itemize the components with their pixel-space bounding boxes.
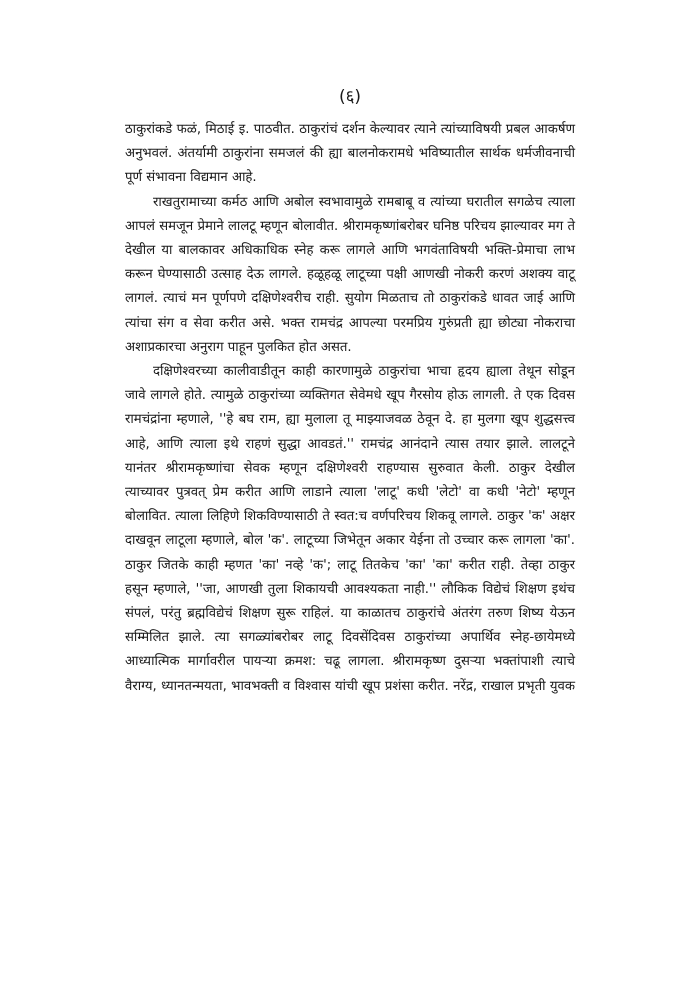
page-number: (६) <box>338 87 362 107</box>
paragraph-2: राखतुरामाच्या कर्मठ आणि अबोल स्वभावामुळे रामबाबू व त्यांच्या घरातील सगळेच त्याला आपलं समजून प्रेमाने लालटू म्हणून बोलावीत. श्रीरामकृष्णांबरोबर घनिष्ठ परिचय झाल्यावर मग ते देखील या बालकावर अधिकाधिक स्नेह करू लागले आणि भगवंताविषयी भक्ति-प्रेमाचा लाभ करून घेण्यासाठी उत्साह देऊ लागले. हळूहळू लाटूच्या पक्षी आणखी नोकरी करणं अशक्य वाटू लागलं. त्याचं मन पूर्णपणे दक्षिणेश्वरीच राही. सुयोग मिळताच तो ठाकुरांकडे धावत जाई आणि त्यांचा संग व सेवा करीत असे. भक्त रामचंद्र आपल्या परमप्रिय गुरुंप्रती ह्या छोट्या नोकराचा अशाप्रकारचा अनुराग पाहून पुलकित होत असत. <box>125 194 575 355</box>
paragraph-1: ठाकुरांकडे फळं, मिठाई इ. पाठवीत. ठाकुरांचं दर्शन केल्यावर त्याने त्यांच्याविषयी प्रबल आकर्षण अनुभवलं. अंतर्यामी ठाकुरांना समजलं की ह्या बालनोकरामधे भविष्यातील सार्थक धर्मजीवनाची पूर्ण संभावना विद्यमान आहे. <box>125 122 575 186</box>
body-text <box>125 118 575 699</box>
paragraph-3: दक्षिणेश्वरच्या कालीवाडीतून काही कारणामुळे ठाकुरांचा भाचा हृदय ह्याला तेथून सोडून जावे लागले होते. त्यामुळे ठाकुरांच्या व्यक्तिगत सेवेमधे खूप गैरसोय होऊ लागली. ते एक दिवस रामचंद्रांना म्हणाले, ''हे बघ राम, ह्या मुलाला तू माझ्याजवळ ठेवून दे. हा मुलगा खूप शुद्धसत्त्व आहे, आणि त्याला इथे राहणं सुद्धा आवडतं.'' रामचंद्र आनंदाने त्यास तयार झाले. लालटूने यानंतर श्रीरामकृष्णांचा सेवक म्हणून दक्षिणेश्वरी राहण्यास सुरुवात केली. ठाकुर देखील त्याच्यावर पुत्रवत् प्रेम करीत आणि लाडाने त्याला 'लाटू' कधी 'लेटो' वा कधी 'नेटो' म्हणून बोलावित. त्याला लिहिणे शिकविण्यासाठी ते स्वत:च वर्णपरिचय शिकवू लागले. ठाकुर 'क' अक्षर दाखवून लाटूला म्हणाले, बोल 'क'. लाटूच्या जिभेतून अकार येईना तो उच्चार करू लागला 'का'. ठाकुर जितके काही म्हणत 'का' नव्हे 'क'; लाटू तितकेच 'का' 'का' करीत राही. तेव्हा ठाकुर हसून म्हणाले, ''जा, आणखी तुला शिकायची आवश्यकता नाही.'' लौकिक विद्येचं शिक्षण इथंच संपलं, परंतु ब्रह्मविद्येचं शिक्षण सुरू राहिलं. या काळातच ठाकुरांचे अंतरंग तरुण शिष्य येऊन सम्मिलित झाले. त्या सगळ्यांबरोबर लाटू दिवसेंदिवस ठाकुरांच्या अपार्थिव स्नेह-छायेमध्ये आध्यात्मिक मार्गावरील पायऱ्या क्रमश: चढू लागला. श्रीरामकृष्ण दुसऱ्या भक्तांपाशी त्याचे वैराग्य, ध्यानतन्मयता, भावभक्ती व विश्वास यांची खूप प्रशंसा करीत. नरेंद्र, राखाल प्रभृती युवक <box>125 364 575 694</box>
